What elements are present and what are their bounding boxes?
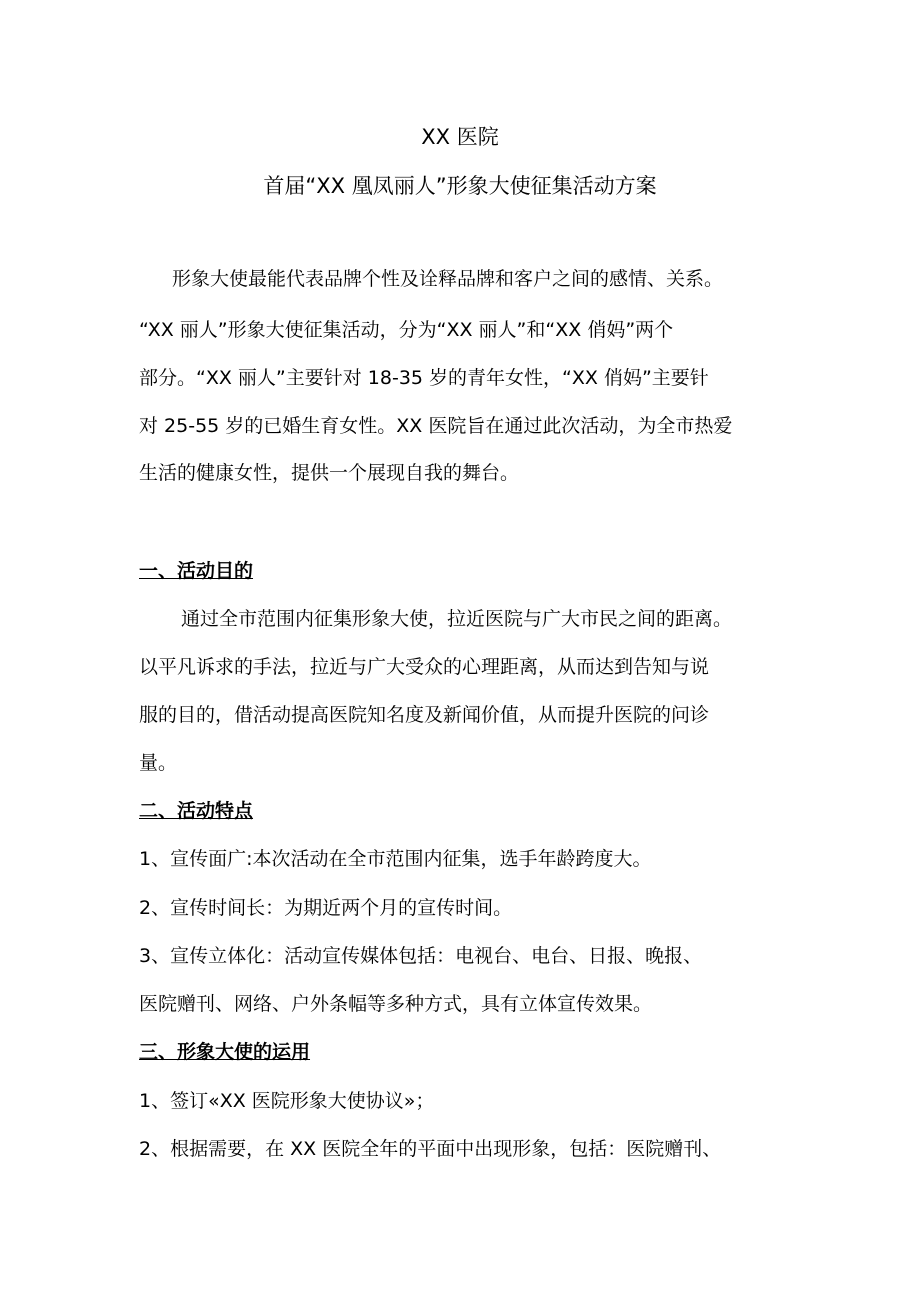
feature-line: 医院赠刊、网络、户外条幅等多种方式，具有立体宣传效果。: [139, 993, 653, 1015]
hospital-name: XX 医院: [421, 125, 499, 149]
purpose-line: 服的目的，借活动提高医院知名度及新闻价值，从而提升医院的问诊: [139, 704, 710, 726]
section-heading-usage: 三、形象大使的运用: [139, 1041, 311, 1063]
feature-line: 3、宣传立体化：活动宣传媒体包括：电视台、电台、日报、晚报、: [139, 945, 703, 967]
document-title: 首届“XX 凰凤丽人”形象大使征集活动方案: [263, 174, 657, 198]
section-heading-features: 二、活动特点: [139, 800, 254, 822]
intro-line: “XX 丽人”形象大使征集活动，分为“XX 丽人”和“XX 俏妈”两个: [139, 319, 674, 341]
usage-line: 1、签订«XX 医院形象大使协议»；: [139, 1090, 435, 1112]
feature-line: 1、宣传面广:本次活动在全市范围内征集，选手年龄跨度大。: [139, 848, 652, 870]
intro-line: 对 25-55 岁的已婚生育女性。XX 医院旨在通过此次活动，为全市热爱: [139, 415, 733, 437]
usage-line: 2、根据需要，在 XX 医院全年的平面中出现形象，包括：医院赠刊、: [139, 1138, 722, 1160]
purpose-line: 量。: [139, 752, 178, 774]
intro-line: 形象大使最能代表品牌个性及诠释品牌和客户之间的感情、关系。: [172, 268, 724, 290]
intro-line: 生活的健康女性，提供一个展现自我的舞台。: [139, 462, 520, 484]
feature-line: 2、宣传时间长：为期近两个月的宣传时间。: [139, 897, 513, 919]
section-heading-purpose: 一、活动目的: [139, 560, 254, 582]
purpose-line: 通过全市范围内征集形象大使，拉近医院与广大市民之间的距离。: [181, 608, 733, 630]
intro-line: 部分。“XX 丽人”主要针对 18-35 岁的青年女性，“XX 俏妈”主要针: [139, 367, 709, 389]
purpose-line: 以平凡诉求的手法，拉近与广大受众的心理距离，从而达到告知与说: [139, 656, 710, 678]
